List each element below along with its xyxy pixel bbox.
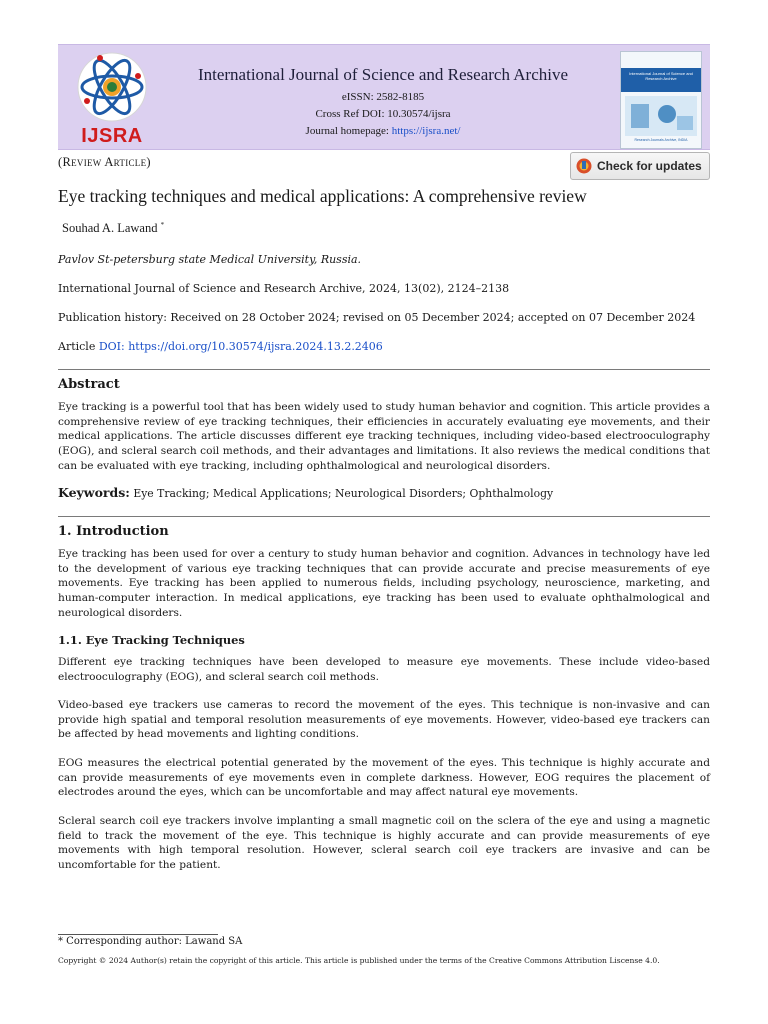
homepage-line (168, 123, 598, 140)
cover-image (625, 96, 697, 136)
doi-link[interactable]: DOI: https://doi.org/10.30574/ijsra.2024.13.2.2406 (98, 340, 383, 353)
author (62, 221, 164, 236)
journal-header (58, 44, 710, 150)
keywords (58, 485, 710, 500)
article-type: (Review Article) (58, 155, 151, 169)
keywords-label: Keywords: (58, 485, 130, 500)
homepage-link[interactable]: https://ijsra.net/ (391, 125, 461, 137)
footnote-rule (58, 934, 218, 935)
abstract-heading: Abstract (58, 377, 120, 392)
crossref-doi: Cross Ref DOI: 10.30574/ijsra (315, 108, 451, 120)
journal-cover (620, 51, 702, 149)
subsection-heading: 1.1. Eye Tracking Techniques (58, 633, 245, 647)
paragraph: Video-based eye trackers use cameras to record the movement of the eyes. This technique is non-invasive and can provide high spatial and temporal resolution measurements of eye movements. However, video-based eye trackers can be affected by head movements and lighting conditions. (58, 699, 710, 741)
check-updates-icon (576, 158, 592, 174)
author-mark: * (160, 221, 165, 229)
abstract-text: Eye tracking is a powerful tool that has been widely used to study human behavior and cognition. This article provides a comprehensive review of eye tracking techniques, their efficiencies in accurately evaluating eye movements, and their medical applications. The article discusses different eye tracking techniques, including video-based electrooculography (EOG), and scleral search coil methods, and their advantages and limitations. It also reviews the medical conditions that can be evaluated with eye tracking, including ophthalmological and neurological disorders. (58, 401, 710, 472)
check-updates-label: Check for updates (597, 159, 702, 173)
author-name: Souhad A. Lawand (62, 221, 158, 236)
citation: International Journal of Science and Research Archive, 2024, 13(02), 2124–2138 (58, 282, 510, 295)
atom-logo-icon (70, 49, 154, 129)
cover-illustration-icon (625, 96, 697, 136)
introduction-text: Eye tracking has been used for over a century to study human behavior and cognition. Advances in technology have led to the development of various eye tracking techniques that can provide accurate and precise measurements of eye movements. Eye tracking has been applied to numerous fields, including psychology, neuroscience, marketing, and human-computer interaction. In medical applications, eye tracking has been used to evaluate ophthalmological and neurological disorders. (58, 548, 710, 619)
paragraph: Different eye tracking techniques have been developed to measure eye movements. These include video-based electrooculography (EOG), and scleral search coil methods. (58, 656, 710, 683)
homepage-label: Journal homepage: (305, 125, 392, 137)
cover-footer: Research Journals Archive, INDIA (634, 138, 688, 142)
cover-title: International Journal of Science and Research Archive (629, 71, 693, 81)
divider (58, 516, 710, 517)
logo-text: IJSRA (81, 125, 143, 147)
article-doi (58, 340, 383, 353)
check-updates-button[interactable] (570, 152, 710, 180)
article-title: Eye tracking techniques and medical applications: A comprehensive review (58, 186, 587, 206)
publication-history: Publication history: Received on 28 October 2024; revised on 05 December 2024; accepted on 07 December 2024 (58, 311, 696, 324)
paragraph: Scleral search coil eye trackers involve implanting a small magnetic coil on the sclera of the eye and using a magnetic field to track the movement of the eye. This technique is highly accurate and can provide measurements of eye movements with high temporal resolution. However, scleral search coil eye trackers are invasive and can be uncomfortable for the patient. (58, 815, 710, 872)
paragraph: EOG measures the electrical potential generated by the movement of the eyes. This technique is highly accurate and can provide measurements of eye movements even in complete darkness. However, EOG requires the placement of electrodes around the eyes, which can be uncomfortable and may affect natural eye movements. (58, 757, 710, 799)
section-heading: 1. Introduction (58, 524, 169, 539)
copyright-notice: Copyright © 2024 Author(s) retain the copyright of this article. This article is published under the terms of the Creative Commons Attribution Liscense 4.0. (58, 956, 660, 965)
corresponding-author: * Corresponding author: Lawand SA (58, 936, 243, 947)
journal-meta (168, 89, 598, 140)
keywords-text: Eye Tracking; Medical Applications; Neurological Disorders; Ophthalmology (133, 487, 554, 500)
journal-name: International Journal of Science and Research Archive (197, 65, 569, 84)
divider (58, 369, 710, 370)
affiliation: Pavlov St-petersburg state Medical University, Russia. (58, 253, 362, 266)
doi-prefix: Article (58, 340, 99, 353)
eissn: eISSN: 2582-8185 (341, 91, 425, 103)
